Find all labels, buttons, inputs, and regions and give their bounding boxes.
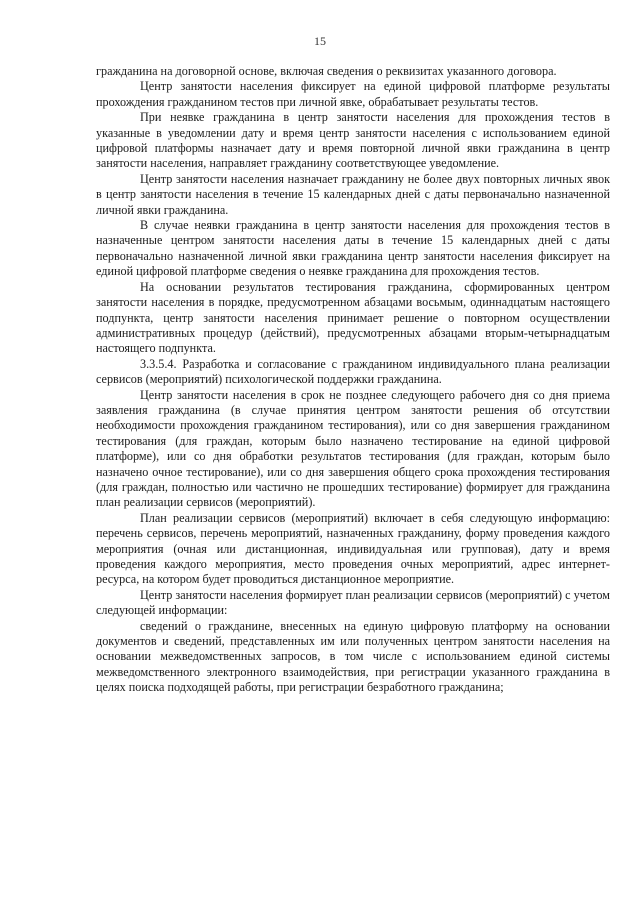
document-body: [96, 64, 610, 696]
paragraph: Центр занятости населения формирует план реализации сервисов (мероприятий) с учетом следующей информации:: [96, 587, 610, 618]
paragraph: План реализации сервисов (мероприятий) включает в себя следующую информацию: перечень сервисов, перечень мероприятий, назначенных гражданину, форму проведения каждого мероприятия (очная или дистанционная, индивидуальная или групповая), дату и время проведения каждого мероприятия, место проведения очных мероприятий, адрес интернет-ресурса, на котором будет проводиться дистанционное мероприятие.: [96, 510, 610, 587]
paragraph: сведений о гражданине, внесенных на единую цифровую платформу на основании документов и сведений, представленных им или полученных центром занятости населения на основании межведомственных запросов, в том числе с использованием единой системы межведомственного электронного взаимодействия, при регистрации указанного гражданина в целях поиска подходящей работы, при регистрации безработного гражданина;: [96, 618, 610, 695]
paragraph: В случае неявки гражданина в центр занятости населения для прохождения тестов в назначенные центром занятости населения даты в течение 15 календарных дней с даты первоначально назначенной личной явки гражданина центр занятости населения фиксирует на единой цифровой платформе сведения о неявке гражданина для прохождения тестов.: [96, 218, 610, 279]
paragraph: Центр занятости населения в срок не позднее следующего рабочего дня со дня приема заявления гражданина (в случае принятия центром занятости решения об отсутствии необходимости прохождения гражданином тестирования), или со дня завершения гражданином тестирования (для граждан, которым было назначено тестирование на единой цифровой платформе), или со дня обработки результатов тестирования (для граждан, которым было назначено очное тестирование), или со дня завершения общего срока прохождения тестирования (для граждан, полностью или частично не прошедших тестирование) формирует для гражданина план реализации сервисов (мероприятий).: [96, 387, 610, 510]
paragraph: Центр занятости населения назначает гражданину не более двух повторных личных явок в центр занятости населения в течение 15 календарных дней с даты первоначально назначенной личной явки гражданина.: [96, 171, 610, 217]
paragraph: Центр занятости населения фиксирует на единой цифровой платформе результаты прохождения гражданином тестов при личной явке, обрабатывает результаты тестов.: [96, 79, 610, 109]
paragraph-continuation: гражданина на договорной основе, включая сведения о реквизитах указанного договора.: [96, 64, 557, 78]
paragraph: При неявке гражданина в центр занятости населения для прохождения тестов в указанные в уведомлении дату и время центр занятости населения с использованием единой цифровой платформы назначает дату и время повторной личной явки гражданина в центр занятости населения, направляет гражданину соответствующее уведомление.: [96, 110, 610, 171]
paragraph: На основании результатов тестирования гражданина, сформированных центром занятости населения в порядке, предусмотренном абзацами восьмым, одиннадцатым настоящего подпункта, центр занятости населения принимает решение о повторном осуществлении административных процедур (действий), предусмотренных абзацами вторым-четырнадцатым настоящего подпункта.: [96, 279, 610, 356]
page-number: 15: [314, 34, 326, 48]
section-heading-paragraph: 3.3.5.4. Разработка и согласование с гражданином индивидуального плана реализации сервисов (мероприятий) психологической поддержки гражданина.: [96, 356, 610, 387]
